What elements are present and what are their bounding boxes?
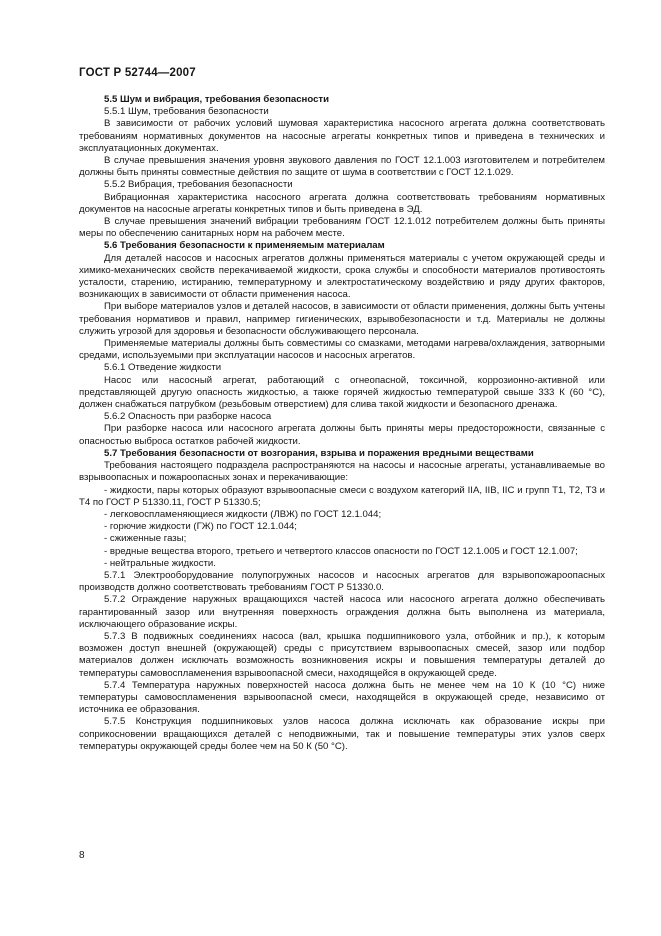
paragraph: При разборке насоса или насосного агрегата должны быть приняты меры предосторожности, связанные с опасностью выброса остатков рабочей жидкости. (79, 423, 605, 447)
list-item: - горючие жидкости (ГЖ) по ГОСТ 12.1.044; (104, 521, 297, 533)
paragraph: Требования настоящего подраздела распространяются на насосы и насосные агрегаты, устанавливаемые во взрывоопасных и пожароопасных зонах и перекачивающие: (79, 460, 605, 484)
page-number: 8 (79, 850, 85, 861)
subsection-heading-5-6-2: 5.6.2 Опасность при разборке насоса (104, 411, 272, 423)
clause-5-7-5: 5.7.5 Конструкция подшипниковых узлов насоса должна исключать как образование искры при соприкосновении вращающихся деталей с неподвижными, так и повышение температуры этих узлов сверх температуры окружающей среды более чем на 50 К (50 °С). (79, 716, 605, 752)
paragraph: В случае превышения значения уровня звукового давления по ГОСТ 12.1.003 изготовителем и потребителем должны быть приняты совместные действия по защите от шума в соответствии с ГОСТ 12.1.029. (79, 155, 605, 179)
section-heading-5-7: 5.7 Требования безопасности от возгорания, взрыва и поражения вредными веществами (104, 447, 534, 459)
clause-5-7-1: 5.7.1 Электрооборудование полупогружных насосов и насосных агрегатов для взрывопожароопасных производств должно соответствовать требованиям ГОСТ Р 51330.0. (79, 569, 605, 594)
paragraph: Вибрационная характеристика насосного агрегата должна соответствовать требованиям нормативных документов на насосные агрегаты конкретных типов и быть приведена в ЭД. (79, 191, 605, 215)
section-heading-5-6: 5.6 Требования безопасности к применяемым материалам (104, 240, 385, 252)
subsection-heading-5-5-2: 5.5.2 Вибрация, требования безопасности (104, 179, 293, 191)
list-item: - нейтральные жидкости. (104, 557, 216, 569)
document-header: ГОСТ Р 52744—2007 (79, 67, 196, 79)
list-item: - легковоспламеняющиеся жидкости (ЛВЖ) по ГОСТ 12.1.044; (104, 508, 382, 520)
clause-5-7-3: 5.7.3 В подвижных соединениях насоса (вал, крышка подшипникового узла, отбойник и пр.), к которым возможен доступ внешней (окружающей) среды с присутствием взрывоопасных смесей, зазор или подбор материалов должен исключать возможность возникновения искры и повышения температуры деталей до температуры самовоспламенения взрывоопасной смеси, находящейся в окружающей среде. (79, 630, 605, 679)
list-item: - сжиженные газы; (104, 533, 187, 545)
paragraph: Насос или насосный агрегат, работающий с огнеопасной, токсичной, коррозионно-активной или представляющей другую опасность жидкостью, а также горячей жидкостью температурой свыше 333 К (60 °С), должен снабжаться патрубком (резьбовым отверстием) для слива такой жидкости и безопасного дренажа. (79, 374, 605, 411)
document-body (79, 94, 605, 753)
subsection-heading-5-6-1: 5.6.1 Отведение жидкости (104, 362, 222, 374)
section-heading-5-5: 5.5 Шум и вибрация, требования безопасности (104, 94, 330, 105)
paragraph: В случае превышения значений вибрации требованиям ГОСТ 12.1.012 потребителем должны быть приняты меры по обеспечению санитарных норм на рабочем месте. (79, 216, 605, 240)
paragraph: В зависимости от рабочих условий шумовая характеристика насосного агрегата должна соответствовать требованиям нормативных документов на насосные агрегаты конкретных типов и приведена в технических и эксплуатационных документах. (79, 118, 605, 154)
list-item: - вредные вещества второго, третьего и четвертого классов опасности по ГОСТ 12.1.005 и ГОСТ 12.1.007; (104, 545, 578, 557)
paragraph: При выборе материалов узлов и деталей насосов, в зависимости от области применения, должны быть учтены требования нормативов и правил, например гигиенических, взрывобезопасности и т.д. Материалы не должны служить угрозой для здоровья и безопасности обслуживающего персонала. (79, 301, 605, 337)
clause-5-7-4: 5.7.4 Температура наружных поверхностей насоса должна быть не менее чем на 10 К (10 °С) ниже температуры самовоспламенения взрывоопасной смеси, находящейся в окружающей среде, независимо от источника ее образования. (79, 679, 605, 716)
list-item: - жидкости, пары которых образуют взрывоопасные смеси с воздухом категорий IIA, IIB, IIC и групп Т1, Т2, Т3 и Т4 по ГОСТ Р 51330.11, ГОСТ Р 51330.5; (79, 484, 605, 508)
clause-5-7-2: 5.7.2 Ограждение наружных вращающихся частей насоса или насосного агрегата должно обеспечивать гарантированный зазор или внутренняя поверхность ограждения должна быть выполнена из материала, исключающего образование искры. (79, 594, 605, 630)
paragraph: Применяемые материалы должны быть совместимы со смазками, методами нагрева/охлаждения, затворными средами, используемыми при эксплуатации насосов и насосных агрегатов. (79, 338, 605, 362)
subsection-heading-5-5-1: 5.5.1 Шум, требования безопасности (104, 106, 269, 118)
paragraph: Для деталей насосов и насосных агрегатов должны применяться материалы с учетом окружающей среды и химико-механических свойств перекачиваемой жидкости, срока службы и способности материалов противостоять усталости, старению, истиранию, температурному и электростатическому воздействию и ряду других факторов, возникающих в зависимости от области применения насоса. (79, 252, 605, 301)
